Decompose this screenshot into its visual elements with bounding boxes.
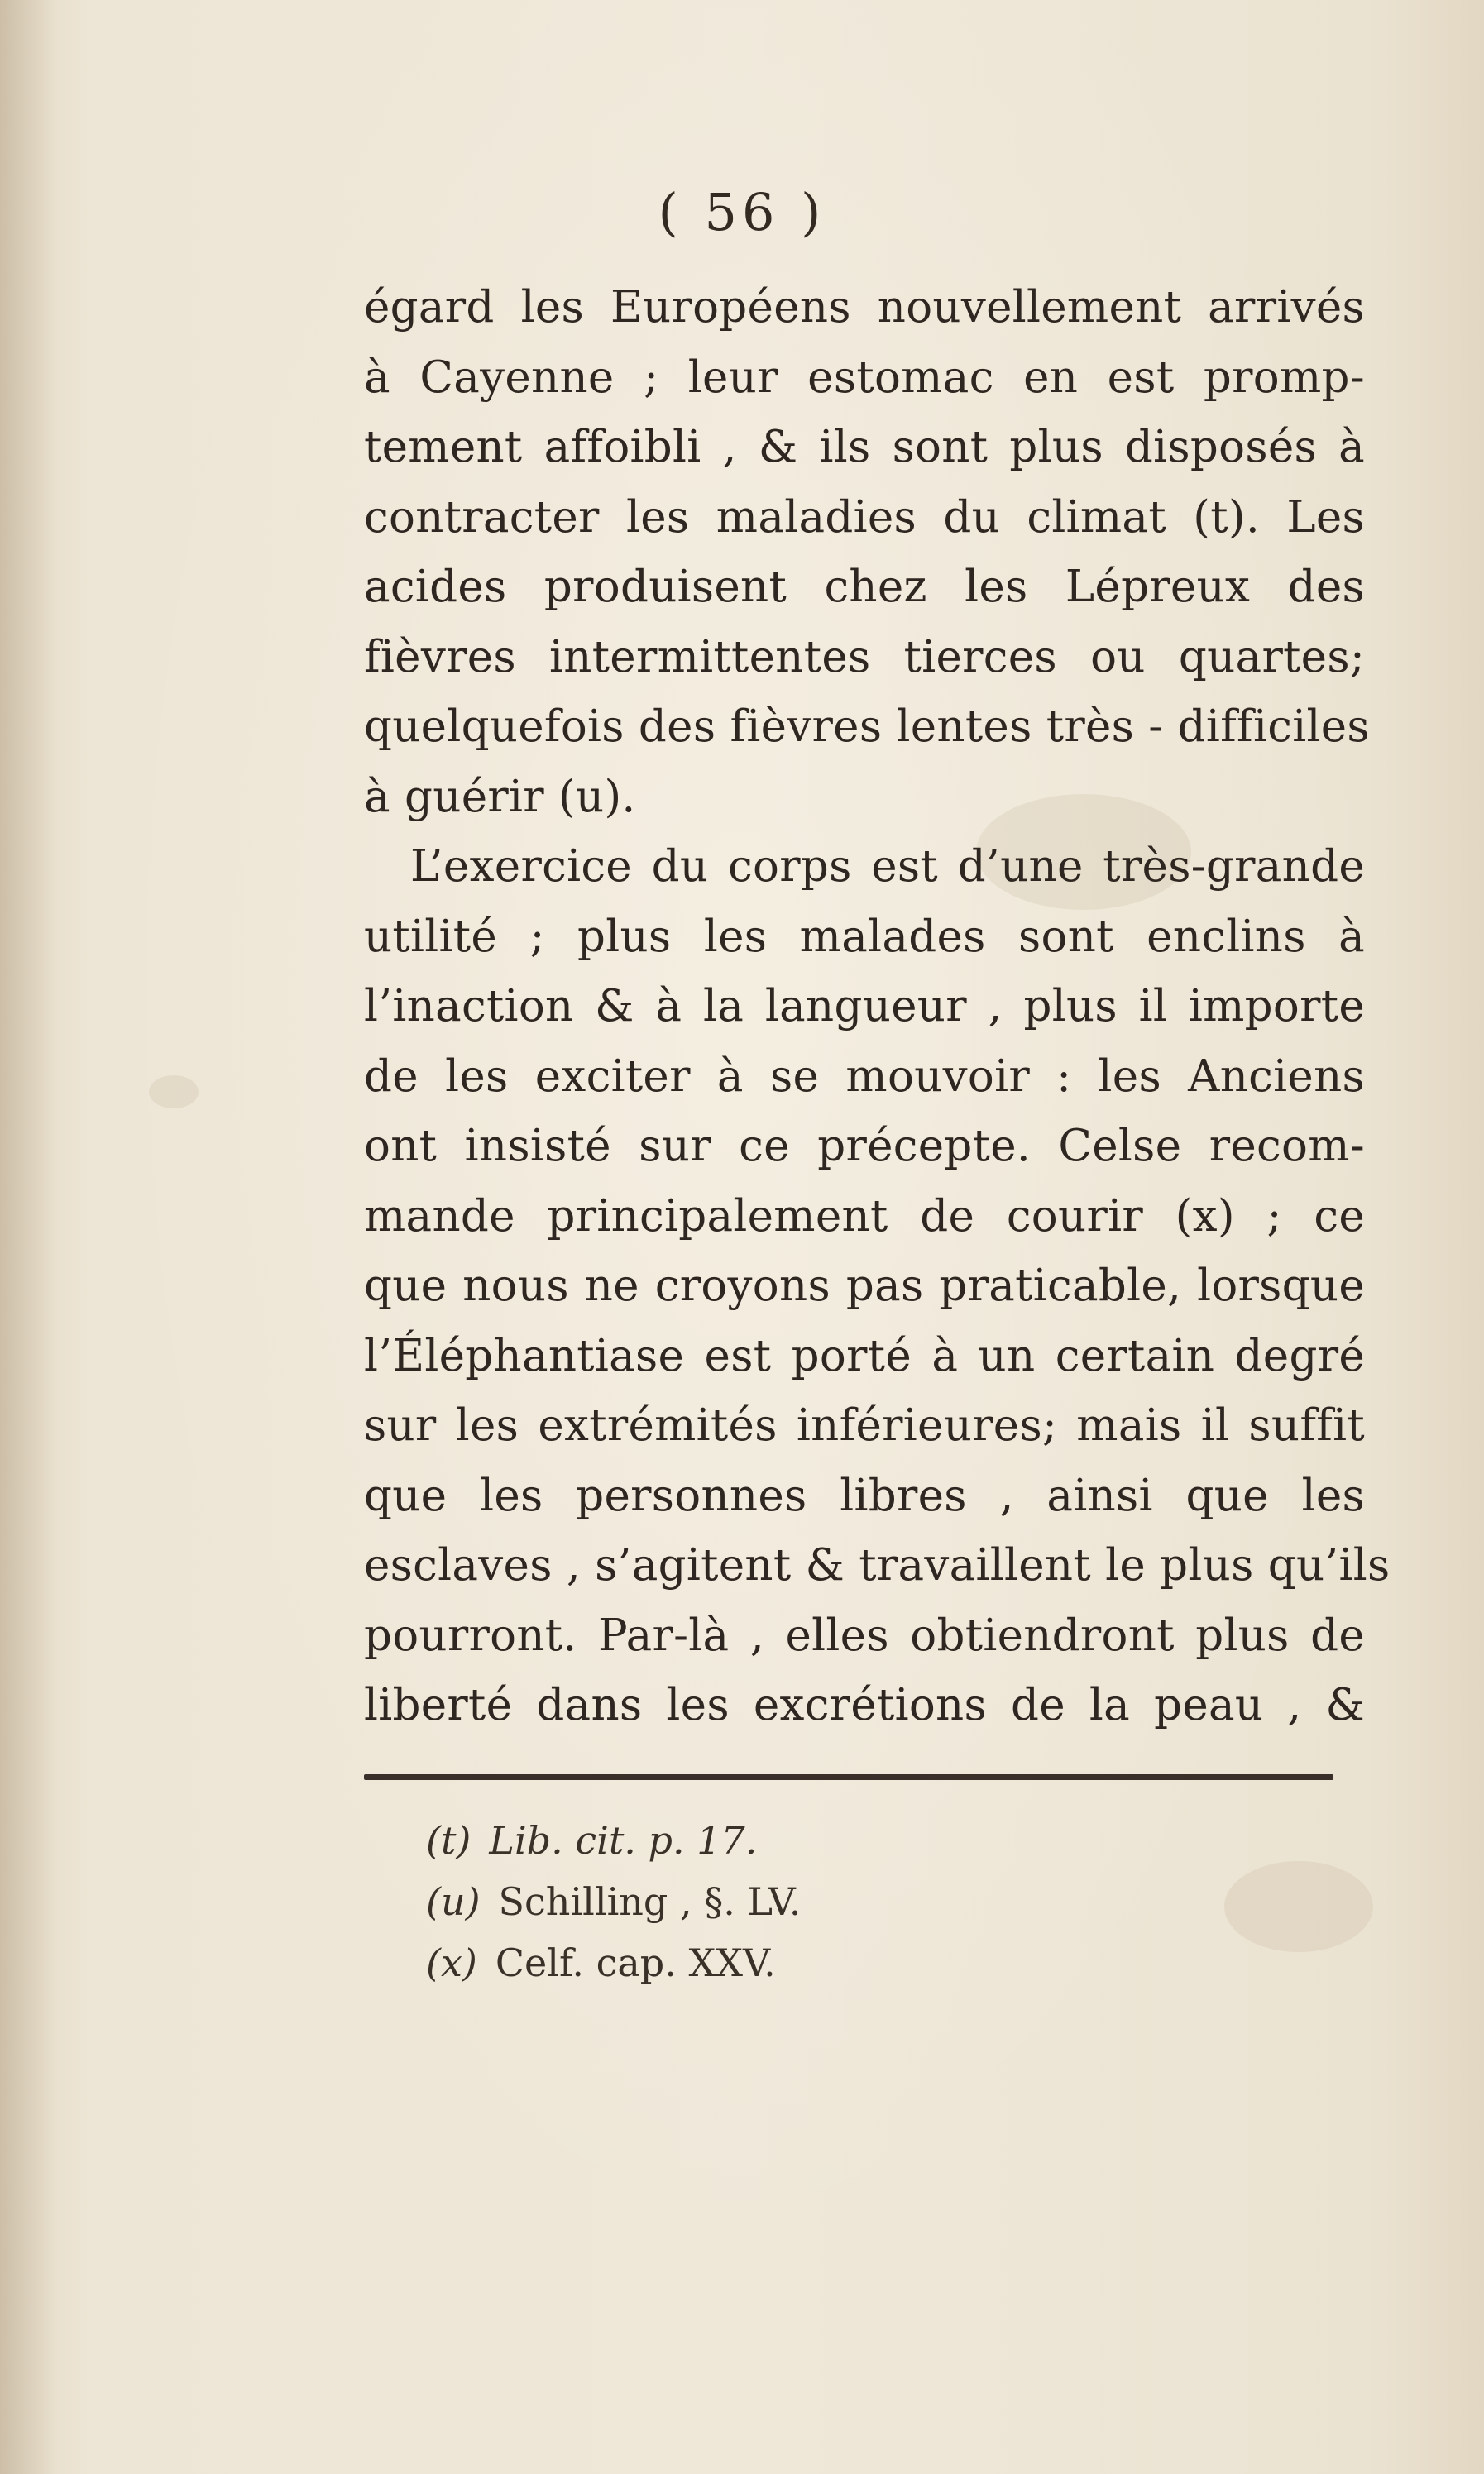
text-line: de les exciter à se mouvoir : les Anciens (364, 1050, 1365, 1102)
footnote-mark: (u) (426, 1879, 481, 1924)
text-line: acides produisent chez les Lépreux des (364, 562, 1365, 612)
text-line: que les personnes libres , ainsi que les (364, 1470, 1365, 1521)
footnote-rule (364, 1774, 1333, 1780)
footnote (426, 1932, 801, 1993)
footnote-text: Lib. cit. p. 17. (489, 1818, 758, 1863)
text-line: contracter les maladies du climat (t). Les (364, 491, 1365, 543)
footnotes (426, 1810, 801, 1993)
text-line: à Cayenne ; leur estomac en est promp- (364, 352, 1365, 403)
text-line: l’inaction & à la langueur , plus il importe (364, 981, 1365, 1031)
text-line: mande principalement de courir (x) ; ce (364, 1190, 1365, 1242)
text-line: tement affoibli , & ils sont plus disposés à (364, 422, 1365, 472)
text-line: ont insisté sur ce précepte. Celse recom- (364, 1121, 1365, 1171)
footnote-mark: (x) (426, 1940, 477, 1985)
main-text (364, 273, 1391, 1741)
text-line: que nous ne croyons pas praticable, lorsque (364, 1261, 1365, 1311)
text-line: utilité ; plus les malades sont enclins à (364, 911, 1365, 962)
text-line: fièvres intermittentes tierces ou quartes; (364, 631, 1365, 682)
footnote-text: Schilling , §. LV. (498, 1879, 802, 1924)
text-line: liberté dans les excrétions de la peau , & (364, 1680, 1365, 1730)
text-line: sur les extrémités inférieures; mais il suffit (364, 1400, 1365, 1451)
footnote-text: Celf. cap. XXV. (495, 1940, 776, 1985)
spine-shadow (0, 0, 58, 2474)
foxing-spot (1224, 1861, 1373, 1952)
page-number: ( 56 ) (658, 182, 826, 242)
text-line: égard les Européens nouvellement arrivés (364, 282, 1365, 333)
text-line: esclaves , s’agitent & travaillent le plus qu’ils (364, 1540, 1391, 1591)
text-line: quelquefois des fièvres lentes très - difficiles (364, 701, 1370, 752)
footnote (426, 1871, 801, 1932)
footnote-mark: (t) (426, 1818, 472, 1863)
foxing-spot (149, 1075, 199, 1108)
text-line-paragraph-end: à guérir (u). (364, 771, 636, 822)
text-line-paragraph-start: L’exercice du corps est d’une très-grande (410, 841, 1365, 892)
footnote (426, 1810, 801, 1871)
text-line: pourront. Par-là , elles obtiendront plus de (364, 1610, 1365, 1661)
text-line: l’Éléphantiase est porté à un certain degré (364, 1330, 1365, 1381)
